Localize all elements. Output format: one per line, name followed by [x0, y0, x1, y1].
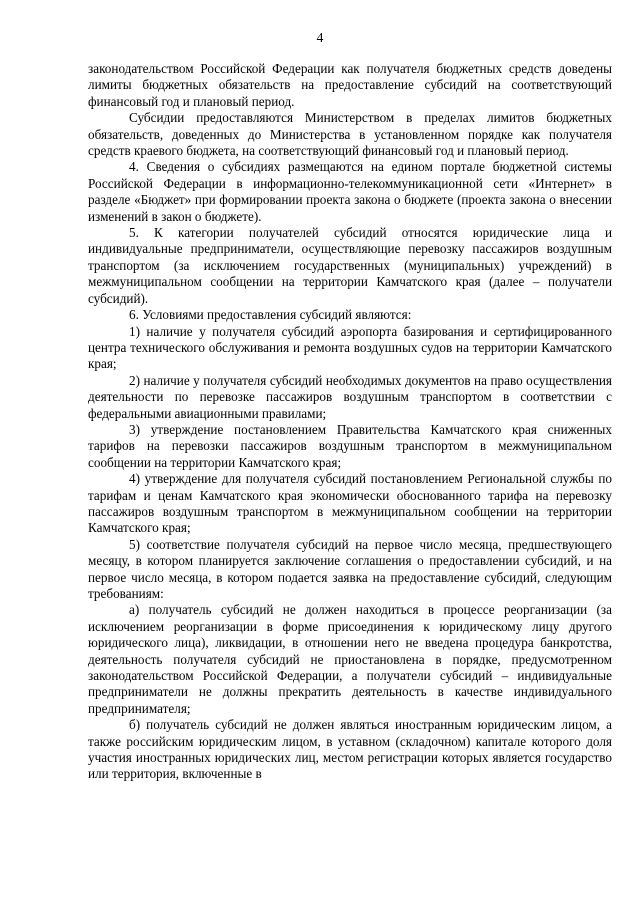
paragraph: 6. Условиями предоставления субсидий являются: — [129, 307, 412, 323]
paragraph: 3) утверждение постановлением Правительства Камчатского края сниженных тарифов на перевозки пассажиров воздушным транспортом в межмуниципальном сообщении на территории Камчатского края; — [88, 421, 612, 470]
paragraph: Субсидии предоставляются Министерством в пределах лимитов бюджетных обязательств, доведенных до Министерства в установленном порядке как получателя средств краевого бюджета, на соответствующий финансовый год и плановый период. — [88, 110, 612, 159]
paragraph: 5) соответствие получателя субсидий на первое число месяца, предшествующего месяцу, в котором планируется заключение соглашения о предоставлении субсидий, и на первое число месяца, в котором подается заявка на предоставление субсидий, следующим требованиям: — [88, 536, 612, 601]
paragraph: а) получатель субсидий не должен находиться в процессе реорганизации (за исключением реорганизации в форме присоединения к юридическому лицу другого юридического лица), ликвидации, в отношении него не введена процедура банкротства, деятельность получателя субсидий не приостановлена в порядке, предусмотренном законодательством Российской Федерации, а получатели субсидий – индивидуальные предприниматели не должны прекратить деятельность в качестве индивидуального предпринимателя; — [88, 602, 612, 716]
paragraph: 4) утверждение для получателя субсидий постановлением Региональной службы по тарифам и ценам Камчатского края экономически обоснованного тарифа на перевозку пассажиров воздушным транспортом в межмуниципальном сообщении на территории Камчатского края; — [88, 471, 612, 536]
page-number: 4 — [316, 30, 324, 45]
paragraph: 5. К категории получателей субсидий относятся юридические лица и индивидуальные предприниматели, осуществляющие перевозку пассажиров воздушным транспортом (за исключением государственных (муниципальных) учреждений) в межмуниципальном сообщении на территории Камчатского края (далее – получатели субсидий). — [88, 225, 612, 306]
paragraph: 4. Сведения о субсидиях размещаются на едином портале бюджетной системы Российской Федерации в информационно-телекоммуникационной сети «Интернет» в разделе «Бюджет» при формировании проекта закона о бюджете (проекта закона о внесении изменений в закон о бюджете). — [88, 159, 612, 224]
document-body — [88, 61, 612, 783]
paragraph: законодательством Российской Федерации как получателя бюджетных средств доведены лимиты бюджетных обязательств на предоставление субсидий на соответствующий финансовый год и плановый период. — [88, 61, 612, 109]
paragraph: б) получатель субсидий не должен являться иностранным юридическим лицом, а также российским юридическим лицом, в уставном (складочном) капитале которого доля участия иностранных юридических лиц, местом регистрации которых является государство или территория, включенные в — [88, 717, 612, 782]
paragraph: 2) наличие у получателя субсидий необходимых документов на право осуществления деятельности по перевозке пассажиров воздушным транспортом в соответствии с федеральными авиационными правилами; — [88, 372, 612, 421]
paragraph: 1) наличие у получателя субсидий аэропорта базирования и сертифицированного центра технического обслуживания и ремонта воздушных судов на территории Камчатского края; — [88, 323, 612, 372]
